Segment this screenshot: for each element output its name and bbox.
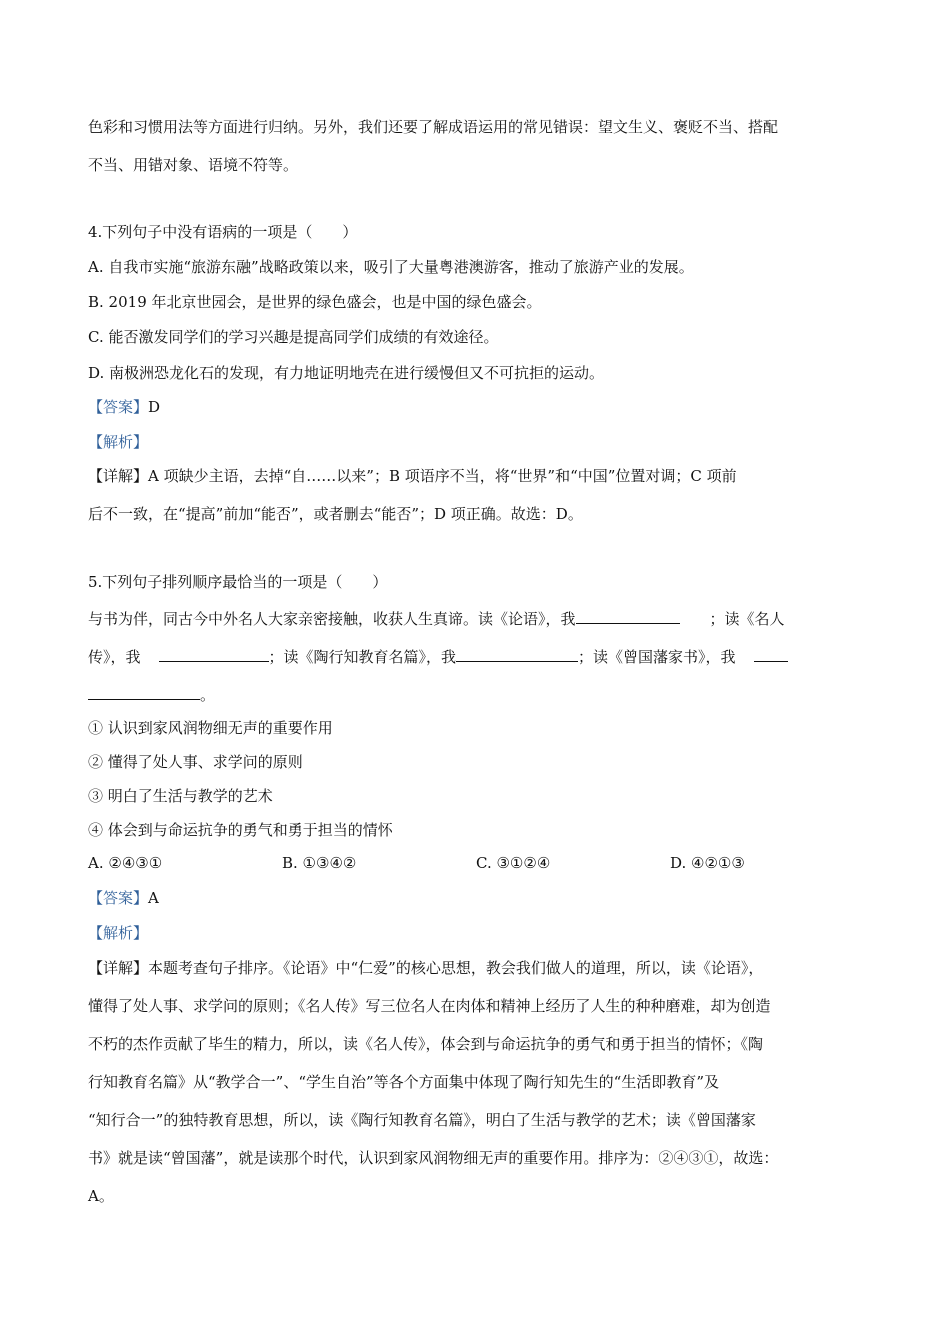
q5-item-4: ④ 体会到与命运抗争的勇气和勇于担当的情怀 — [88, 821, 393, 839]
q4-option-a: A. 自我市实施“旅游东融”战略政策以来，吸引了大量粤港澳游客，推动了旅游产业的发展。 — [88, 258, 694, 276]
answer-tag: 【答案】 — [88, 398, 149, 416]
q5-item-3: ③ 明白了生活与教学的艺术 — [88, 787, 273, 805]
intro-line-2: 不当、用错对象、语境不符等。 — [88, 156, 299, 174]
q5-detail-line-4: 行知教育名篇》从“教学合一”、“学生自治”等各个方面集中体现了陶行知先生的“生活即教育”及 — [88, 1073, 720, 1091]
intro-line-1: 色彩和习惯用法等方面进行归纳。另外，我们还要了解成语运用的常见错误：望文生义、褒贬不当、搭配 — [88, 118, 779, 136]
q4-stem: 4.下列句子中没有语病的一项是（ ） — [88, 223, 358, 241]
q5-detail-line-1: 【详解】本题考查句子排序。《论语》中“仁爱”的核心思想，教会我们做人的道理，所以，读《论语》， — [88, 959, 764, 977]
q5-option-d: D. ④②①③ — [670, 854, 745, 872]
answer-tag: 【答案】 — [88, 889, 149, 907]
fill-blank-3 — [456, 647, 578, 662]
q4-option-b: B. 2019 年北京世园会，是世界的绿色盛会，也是中国的绿色盛会。 — [88, 293, 542, 311]
q5-answer — [88, 888, 878, 908]
fill-blank-2 — [159, 647, 269, 662]
q4-detail-line-2: 后不一致，在“提高”前加“能否”，或者删去“能否”；D 项正确。故选：D。 — [88, 505, 583, 523]
q5-passage-line-2 — [88, 647, 878, 667]
fill-blank-4 — [754, 647, 788, 662]
q5-stem: 5.下列句子排列顺序最恰当的一项是（ ） — [88, 573, 388, 591]
q5-item-1: ① 认识到家风润物细无声的重要作用 — [88, 719, 333, 737]
q5-item-2: ② 懂得了处人事、求学问的原则 — [88, 753, 303, 771]
answer-value: D — [148, 398, 161, 416]
q4-option-c: C. 能否激发同学们的学习兴趣是提高同学们成绩的有效途径。 — [88, 328, 499, 346]
passage-text: 。 — [200, 686, 216, 704]
q5-option-a: A. ②④③① — [88, 854, 163, 872]
passage-text: 与书为伴，同古今中外名人大家亲密接触，收获人生真谛。读《论语》，我 — [88, 610, 576, 628]
q5-detail-line-2: 懂得了处人事、求学问的原则；《名人传》写三位名人在肉体和精神上经历了人生的种种磨难，却为创造 — [88, 997, 771, 1015]
passage-text: ；读《陶行知教育名篇》，我 — [268, 648, 457, 666]
answer-value: A — [148, 889, 159, 907]
q4-option-d: D. 南极洲恐龙化石的发现，有力地证明地壳在进行缓慢但又不可抗拒的运动。 — [88, 364, 605, 382]
q5-detail-line-7: A。 — [88, 1187, 114, 1205]
passage-text: 传》，我 — [88, 648, 141, 666]
q5-detail-line-3: 不朽的杰作贡献了毕生的精力，所以，读《名人传》，体会到与命运抗争的勇气和勇于担当的情怀；《陶 — [88, 1035, 764, 1053]
q5-analysis-tag: 【解析】 — [88, 924, 149, 942]
q5-passage-line-1 — [88, 609, 878, 629]
q5-passage-line-3 — [88, 685, 878, 705]
fill-blank-1 — [576, 609, 680, 624]
q5-option-b: B. ①③④② — [282, 854, 357, 872]
q5-detail-line-5: “知行合一”的独特教育思想，所以，读《陶行知教育名篇》，明白了生活与教学的艺术；读《曾国藩家 — [88, 1111, 756, 1129]
q5-detail-line-6: 书》就是读“曾国藩”，就是读那个时代，认识到家风润物细无声的重要作用。排序为：②④③①，故选： — [88, 1149, 779, 1167]
passage-text: ；读《名人 — [709, 610, 785, 628]
q4-answer — [88, 397, 878, 417]
q4-analysis-tag: 【解析】 — [88, 433, 149, 451]
passage-text: ；读《曾国藩家书》，我 — [578, 648, 736, 666]
q5-option-c: C. ③①②④ — [476, 854, 551, 872]
q4-detail-line-1: 【详解】A 项缺少主语，去掉“自……以来”；B 项语序不当，将“世界”和“中国”位置对调；C 项前 — [88, 467, 737, 485]
fill-blank-4-cont — [88, 685, 200, 700]
